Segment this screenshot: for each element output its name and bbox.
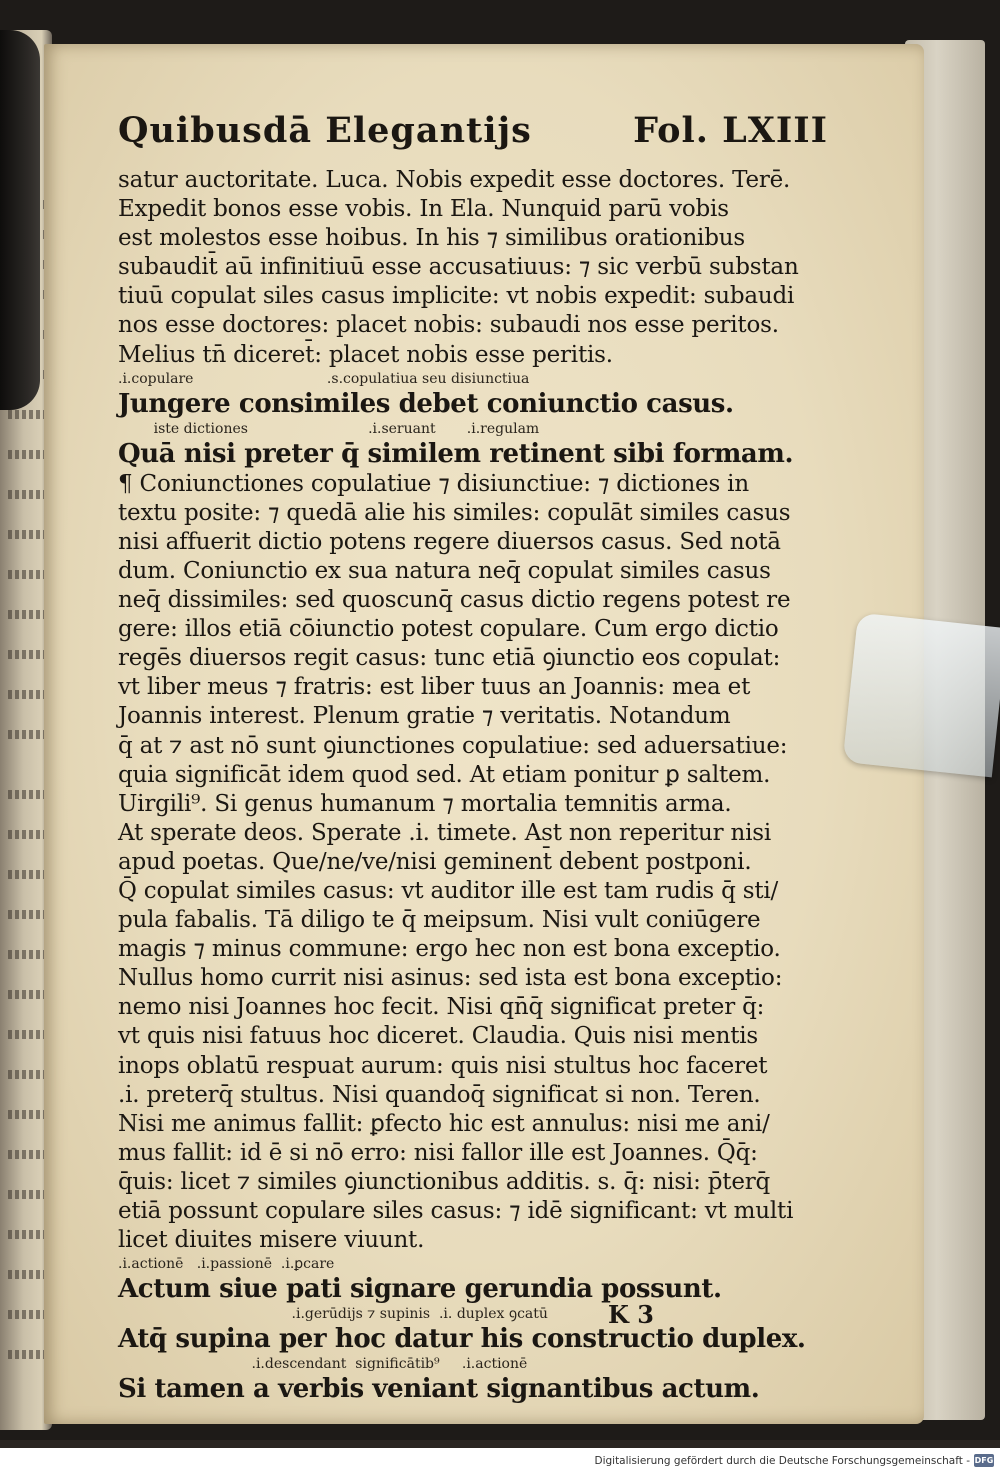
commentary-block-1: [118, 166, 818, 370]
page-marker-tab: [843, 613, 1000, 778]
text-line: nemo nisi Joannes hoc fecit. Nisi qn̄q̄ significat preter q̄:: [118, 994, 765, 1021]
text-line: Joannis interest. Plenum gratie ⁊ veritatis. Notandum: [118, 703, 731, 730]
folio-number: Fol. LXIII: [633, 110, 828, 151]
digitization-footer: [0, 1448, 1000, 1475]
text-line: textu posite: ⁊ quedā alie his similes: copulāt similes casus: [118, 499, 791, 526]
interlinear-gloss: .i.descendant significātib⁹ .i.actionē: [118, 1356, 528, 1373]
text-line: dum. Coniunctio ex sua natura neq̄ copulat similes casus: [118, 557, 771, 584]
text-line: Nisi me animus fallit: ꝑfecto hic est annulus: nisi me ani/: [118, 1110, 770, 1137]
text-line: At sperate deos. Sperate .i. timete. Ast non reperitur nisi: [118, 819, 772, 846]
verse-line: Actum siue pati signare gerundia possunt.: [118, 1274, 722, 1305]
text-line: Uirgili⁹. Si genus humanum ⁊ mortalia temnitis arma.: [118, 790, 732, 817]
text-line: licet diuites misere viuunt.: [118, 1227, 425, 1254]
interlinear-gloss: iste dictiones .i.seruant .i.regulam: [118, 420, 540, 437]
text-line: apud poetas. Que/ne/ve/nisi geminent̄ debent postponi.: [118, 848, 752, 875]
text-line: gere: illos etiā cōiunctio potest copulare. Cum ergo dictio: [118, 616, 779, 643]
running-title: Quibusdā Elegantijs: [118, 110, 532, 151]
text-line: nos esse doctores: placet nobis: subaudi nos esse peritos.: [118, 312, 779, 339]
text-line: regēs diuersos regit casus: tunc etiā ꝯiunctio eos copulat:: [118, 645, 781, 672]
text-line: satur auctoritate. Luca. Nobis expedit esse doctores. Terē.: [118, 167, 791, 193]
dfg-logo: DFG: [974, 1456, 994, 1465]
text-line: magis ⁊ minus commune: ergo hec non est bona exceptio.: [118, 936, 781, 963]
verse-line: Si tamen a verbis veniant signantibus actum.: [118, 1374, 760, 1405]
text-line: subaudit̄ aū infinitiuū esse accusatiuus: ⁊ sic verbū substan: [118, 254, 799, 281]
text-line: .i. preterq̄ stultus. Nisi quandoq̄ significat si non. Teren.: [118, 1081, 761, 1108]
text-line: pula fabalis. Tā diligo te q̄ meipsum. Nisi vult coniūgere: [118, 907, 761, 934]
text-line: q̄ at ⁊ ast nō sunt ꝯiunctiones copulatiue: sed aduersatiue:: [118, 732, 788, 759]
funding-credit: Digitalisierung gefördert durch die Deutsche Forschungsgemeinschaft -: [594, 1455, 970, 1467]
running-header: [118, 110, 828, 160]
interlinear-gloss: .i.actionē .i.passionē .i.ꝑcare: [118, 1256, 335, 1273]
text-block: [118, 110, 828, 1405]
text-line: inops oblatū respuat aurum: quis nisi stultus hoc faceret: [118, 1052, 768, 1079]
text-line: nisi affuerit dictio potens regere diuersos casus. Sed notā: [118, 528, 781, 555]
text-line: mus fallit: id ē si nō erro: nisi fallor ille est Joannes. Q̄q̄:: [118, 1139, 758, 1166]
interlinear-gloss: .i.gerūdijs ⁊ supinis .i. duplex ꝯcatū: [118, 1306, 548, 1323]
text-line: Melius tn̄ diceret̄: placet nobis esse peritis.: [118, 341, 613, 368]
commentary-block-2: [118, 470, 818, 1256]
text-line: Q̄ copulat similes casus: vt auditor ille est tam rudis q̄ sti/: [118, 877, 779, 904]
interlinear-gloss: .i.copulare .s.copulatiua seu disiunctiua: [118, 370, 530, 387]
text-line: Expedit bonos esse vobis. In Ela. Nunquid parū vobis: [118, 196, 729, 223]
text-line: quia significāt idem quod sed. At etiam ponitur ꝑ saltem.: [118, 761, 771, 788]
text-line: Nullus homo currit nisi asinus: sed ista est bona exceptio:: [118, 965, 783, 992]
text-line: vt quis nisi fatuus hoc diceret. Claudia. Quis nisi mentis: [118, 1023, 759, 1050]
book-binding: [0, 30, 40, 410]
text-line: etiā possunt copulare siles casus: ⁊ idē significant: vt multi: [118, 1198, 794, 1224]
verse-line: Atq̄ supina per hoc datur his constructio duplex.: [118, 1324, 806, 1355]
text-line: ¶ Coniunctiones copulatiue ⁊ disiunctiue: ⁊ dictiones in: [118, 470, 749, 497]
signature-mark: K 3: [608, 1300, 654, 1329]
text-line: neq̄ dissimiles: sed quoscunq̄ casus dictio regens potest re: [118, 587, 791, 614]
verse-line: Quā nisi preter q̄ similem retinent sibi formam.: [118, 438, 794, 469]
verse-line: Jungere consimiles debet coniunctio casus.: [118, 388, 734, 419]
text-line: vt liber meus ⁊ fratris: est liber tuus an Joannis: mea et: [118, 674, 751, 701]
text-line: est molestos esse hoibus. In his ⁊ similibus orationibus: [118, 225, 745, 252]
text-line: tiuū copulat siles casus implicite: vt nobis expedit: subaudi: [118, 283, 795, 310]
text-line: q̄uis: licet ⁊ similes ꝯiunctionibus additis. s. q̄: nisi: p̄terq̄: [118, 1168, 771, 1195]
